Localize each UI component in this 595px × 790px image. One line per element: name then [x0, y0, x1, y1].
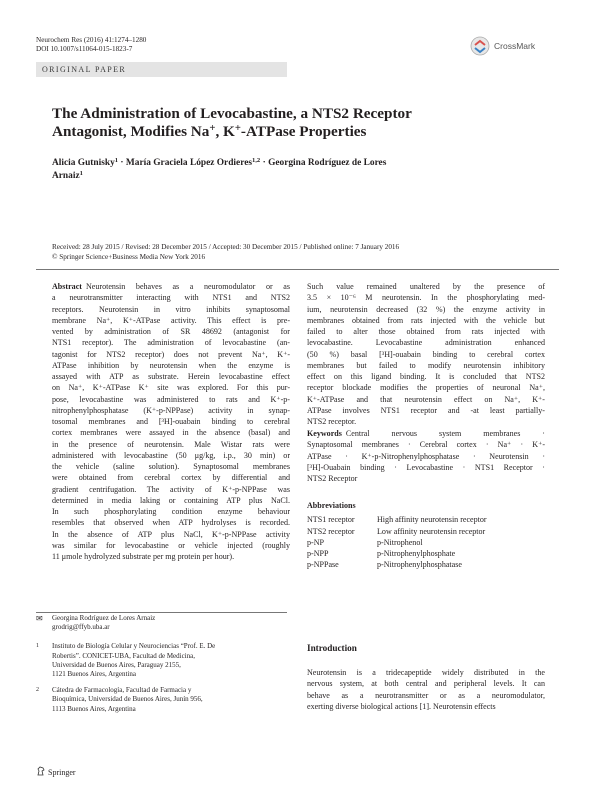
affiliation-line: 1121 Buenos Aires, Argentina [52, 670, 136, 679]
abstract [52, 281, 290, 562]
affiliation-line: Bioquímica, Universidad de Buenos Aires, Junín 956, [52, 695, 203, 704]
abbreviation-row: p-NPP p-Nitrophenylphosphate [307, 549, 456, 558]
section-label: Keywords [307, 429, 342, 438]
author-name: Alicia Gutnisky [52, 158, 115, 168]
abstract-continued [307, 281, 545, 427]
affiliation-line: Robertis”. CONICET-UBA, Facultad de Medicina, [52, 651, 196, 660]
affiliation-line: Instituto de Biología Celular y Neurociencias “Prof. E. De [52, 642, 216, 651]
abbreviation-row: p-NP p-Nitrophenol [307, 537, 423, 547]
text-line: nitrophenylphosphatase (K⁺-p-NPPase) activity in synap- [52, 405, 290, 415]
text-line: behave as a neurotransmitter or as a neuromodulator, [307, 690, 545, 700]
text-line: (50 %) basal [³H]-ouabain binding to cerebral cortex [307, 349, 545, 359]
text-line: determined in media laking or containing ATP plus NaCl. [52, 495, 290, 505]
text-line: receptors. Neurotensin in vitro inhibits synaptosomal [52, 304, 290, 314]
text-line: In such phosphorylating condition enzyme behaviour [52, 507, 290, 516]
author-name: Georgina Rodríguez de Lores [268, 158, 387, 168]
footnote-divider [36, 612, 287, 613]
crossmark-badge[interactable] [470, 34, 560, 58]
author-name: María Graciela López Ordieres [125, 158, 252, 168]
abbreviation-row: NTS1 receptor High affinity neurotensin receptor [307, 515, 487, 525]
footnotes: ✉ Georgina Rodríguez de Lores Arnaiz grodrig@ffyb.uba.ar 1 Instituto de Biología Celular y Neurociencias “Prof. E. De Robertis”. CONICET-UBA, Facultad de Medicina, Universidad de Buenos Aires, Paraguay 2155, 1121 Buenos Aires, Argentina 2 Cátedra de Farmacología, Facultad de Farmacia y Bioquímica, Universidad de Buenos Aires, Junín 956, 1113 Buenos Aires, Argentina [36, 614, 216, 713]
text-line: Abstract Neurotensin behaves as a neuromodulator or as [52, 282, 290, 291]
abbreviation-row: p-NPPase p-Nitrophenylphosphatase [307, 560, 462, 570]
text-line: NTS2 receptor. [307, 417, 357, 426]
affiliation-line: Cátedra de Farmacología, Facultad de Farmacia y [52, 686, 192, 695]
springer-horse-icon [36, 766, 46, 776]
text-line: cortex membranes were assayed in the absence (basal) and [52, 428, 290, 438]
text-line: effect on this ligand binding. It is concluded that NTS2 [307, 372, 545, 381]
text-line: administered with levocabastine (50 μg/kg, i.p., 30 min) or [52, 450, 290, 460]
publisher-footer: Springer [36, 766, 76, 777]
affiliation-line: Universidad de Buenos Aires, Paraguay 2155, [52, 660, 181, 669]
text-line: exerting diverse biological actions [1]. Neurotensin effects [307, 701, 496, 711]
text-line: NTS1 receptor). The administration of levocabastine (an- [52, 338, 290, 348]
crossmark-icon [470, 36, 490, 56]
text-line: Neurotensin is a tridecapeptide widely distributed in the [307, 668, 545, 677]
text-line: vented by administration of SR 48692 (antagonist for [52, 327, 290, 336]
text-line: resembles that observed when ATP hydrolyses is recorded. [52, 518, 290, 528]
section-label: ORIGINAL PAPER [36, 62, 287, 77]
text-line: [³H]-Ouabain binding · Levocabastine · NTS1 Receptor · [307, 462, 545, 472]
corresponding-author: Georgina Rodríguez de Lores Arnaiz [52, 614, 156, 622]
text-line: assayed with ATP as substrate. Herein levocabastine effect [52, 372, 290, 381]
text-line: in the presence of neurotensin. Male Wistar rats were [52, 439, 290, 449]
text-line: K⁺-ATPase and that neurotensin effect on Na⁺, K⁺- [307, 394, 545, 404]
divider [36, 269, 559, 270]
article-title: The Administration of Levocabastine, a NTS2 Receptor Antagonist, Modifies Na+, K+-ATPase Properties [52, 105, 412, 140]
text-line: Synaptosomal membranes · Cerebral cortex · Na⁺ · K⁺- [307, 440, 545, 450]
introduction-text [307, 667, 545, 712]
text-line: was similar for levocabastine or vehicle injected (roughly [52, 540, 290, 550]
text-line: were obtained from cerebral cortex by differential and [52, 473, 290, 483]
text-line: receptor blockade modifies the properties of neuronal Na⁺, [307, 383, 545, 393]
journal-citation: Neurochem Res (2016) 41:1274–1280 [36, 36, 147, 44]
text-line: membrane Na⁺, K⁺-ATPase activity. This effect is pre- [52, 315, 290, 325]
text-line: a neurotransmitter interacting with NTS1 and NTS2 [52, 293, 290, 303]
text-line: failed to alter those obtained from rats injected with [307, 327, 545, 336]
section-heading-introduction: Introduction [307, 643, 357, 653]
text-line: ium, neurotensin decreased (32 %) the enzyme activity in [307, 304, 545, 314]
envelope-icon: ✉ [36, 614, 43, 623]
text-line: 3.5 × 10⁻⁶ M neurotensin. In the phosphorylating med- [307, 293, 545, 303]
abbreviations [307, 500, 545, 571]
text-line: Such value remained unaltered by the presence of [307, 282, 545, 291]
crossmark-label: CrossMark [494, 41, 536, 51]
abbreviations-heading: Abbreviations [307, 501, 356, 510]
abbreviation-row: NTS2 receptor Low affinity neurotensin receptor [307, 526, 486, 536]
text-line: In the absence of ATP plus NaCl, K⁺-p-NPPase activity [52, 529, 290, 539]
article-dates: Received: 28 July 2015 / Revised: 28 December 2015 / Accepted: 30 December 2015 / Published online: 7 January 2016 © Springer Science+Business Media New York 2016 [52, 243, 400, 261]
text-line: nervous system, at both central and peripheral levels. It can [307, 679, 545, 689]
keywords [307, 428, 545, 484]
section-label: Abstract [52, 282, 82, 291]
text-line: ATPase involves NTS1 receptor and -at least partially- [307, 405, 545, 415]
text-line: membranes obtained from rats injected with the vehicle but [307, 315, 545, 325]
text-line: tosomal membranes and [³H]-ouabain binding to cerebral [52, 417, 290, 426]
doi[interactable]: DOI 10.1007/s11064-015-1823-7 [36, 45, 133, 53]
text-line: levocabastine. Levocabastine administration enhanced [307, 338, 545, 348]
text-line: the vehicle (saline solution). Synaptosomal membranes [52, 462, 290, 471]
text-line: gradient centrifugation. The activity of K⁺-p-NPPase was [52, 484, 290, 494]
text-line: NTS2 Receptor [307, 474, 358, 483]
text-line: pose, levocabastine was administered to rats and K⁺-p- [52, 394, 290, 404]
text-line: ATPase inhibition by neurotensin when the enzyme is [52, 360, 290, 370]
text-line: 11 μmole hydrolyzed substrate per mg protein per hour). [52, 552, 235, 561]
text-line: ATPase · K⁺-p-Nitrophenylphosphatase · Neurotensin · [307, 451, 545, 461]
affiliation-line: 1113 Buenos Aires, Argentina [52, 704, 136, 713]
text-line: membranes but failed to modify neurotensin inhibitory [307, 360, 545, 370]
corresponding-email[interactable]: grodrig@ffyb.uba.ar [52, 623, 110, 632]
author-list: Alicia Gutnisky$^1$ · María Graciela López Ordieres$^{1,2}$ · Georgina Rodríguez de Lores Arnaiz$^1$ [52, 157, 387, 181]
text-line: tagonist for NTS2 receptor) does not prevent Na⁺, K⁺- [52, 349, 290, 359]
text-line: on Na⁺, K⁺-ATPase K⁺ site was explored. For this pur- [52, 383, 290, 393]
text-line: Keywords Central nervous system membranes · [307, 429, 545, 438]
